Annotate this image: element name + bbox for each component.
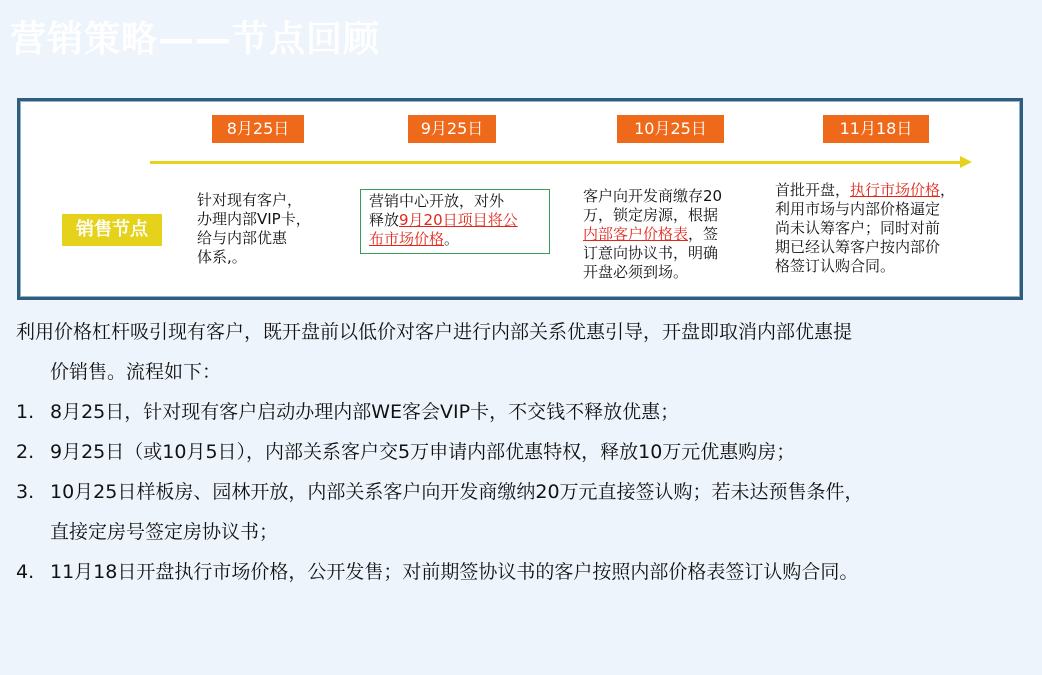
intro-line-1: 利用价格杠杆吸引现有客户，既开盘前以低价对客户进行内部关系优惠引导，开盘即取消内部优惠提 (16, 321, 853, 343)
list-item: 4. 11月18日开盘执行市场价格，公开发售；对前期签协议书的客户按照内部价格表签订认购合同。 (16, 561, 859, 583)
date-badge-4: 11月18日 (823, 115, 929, 143)
list-item: 1. 8月25日，针对现有客户启动办理内部WE客会VIP卡，不交钱不释放优惠； (16, 401, 680, 423)
strategy-description (16, 312, 1026, 592)
intro-line-2: 价销售。流程如下： (50, 361, 222, 383)
node-desc-3: 客户向开发商缴存20 万，锁定房源，根据 内部客户价格表，签 订意向协议书，明确 开盘必须到场。 (583, 187, 723, 281)
date-badge-1: 8月25日 (212, 115, 304, 143)
list-item: 2. 9月25日（或10月5日），内部关系客户交5万申请内部优惠特权，释放10万元优惠购房； (16, 441, 796, 463)
sales-node-label: 销售节点 (62, 214, 162, 246)
page-title: 营销策略——节点回顾 (10, 19, 381, 60)
list-item: 3. 10月25日样板房、园林开放，内部关系客户向开发商缴纳20万元直接签认购；若未达预售条件， 直接定房号签定房协议书； (16, 481, 864, 543)
date-badge-2: 9月25日 (408, 115, 496, 143)
timeline-panel (17, 98, 1023, 300)
node-desc-1: 针对现有客户， 办理内部VIP卡， 给与内部优惠 体系,。 (197, 191, 311, 266)
timeline-arrow-line (150, 161, 962, 164)
date-badge-3: 10月25日 (617, 115, 724, 143)
node-desc-2: 营销中心开放，对外 释放9月20日项目将公 布市场价格。 (360, 189, 550, 254)
node-desc-4: 首批开盘，执行市场价格， 利用市场与内部价格逼定 尚未认筹客户；同时对前 期已经认筹客户按内部价 格签订认购合同。 (775, 181, 956, 275)
arrow-right-icon (960, 156, 972, 168)
